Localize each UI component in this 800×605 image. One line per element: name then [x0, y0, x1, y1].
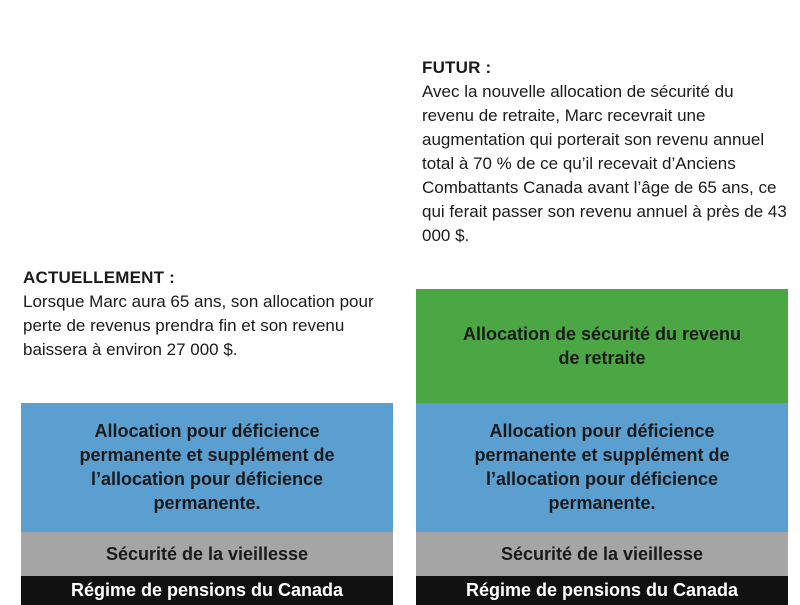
- block-apd-label: Allocation pour déficience permanente et supplément de l’allocation pour déficience permanente.: [79, 421, 335, 514]
- current-heading: ACTUELLEMENT :: [23, 268, 176, 287]
- block-asrr-label: Allocation de sécurité du revenu de retraite: [462, 323, 742, 368]
- block-cpp: [21, 576, 393, 605]
- future-description: Avec la nouvelle allocation de sécurité du revenu de retraite, Marc recevrait une augmentation qui porterait son revenu annuel total à 70 % de ce qu’il recevait d’Anciens Combattants Canada avant l’âge de 65 ans, ce qui ferait passer son revenu annuel à près de 43 000 $.: [422, 82, 787, 245]
- current-description: Lorsque Marc aura 65 ans, son allocation pour perte de revenus prendra fin et son revenu baissera à environ 27 000 $.: [23, 292, 374, 359]
- block-cpp: [416, 576, 788, 605]
- future-stack: [416, 289, 788, 605]
- block-sv: [416, 532, 788, 576]
- future-column: [416, 0, 788, 605]
- block-cpp-label: Régime de pensions du Canada: [465, 580, 739, 601]
- block-apd-label: Allocation pour déficience permanente et supplément de l’allocation pour déficience permanente.: [474, 421, 730, 514]
- current-caption: [23, 266, 393, 362]
- future-heading: FUTUR :: [422, 58, 492, 77]
- current-column: [21, 0, 393, 605]
- block-sv-label: Sécurité de la vieillesse: [500, 543, 704, 564]
- block-sv-label: Sécurité de la vieillesse: [105, 543, 309, 564]
- block-sv: [21, 532, 393, 576]
- current-stack: [21, 403, 393, 605]
- block-asrr: [416, 289, 788, 403]
- block-apd: [21, 403, 393, 532]
- block-apd: [416, 403, 788, 532]
- block-cpp-label: Régime de pensions du Canada: [70, 580, 344, 601]
- future-caption: [422, 56, 788, 248]
